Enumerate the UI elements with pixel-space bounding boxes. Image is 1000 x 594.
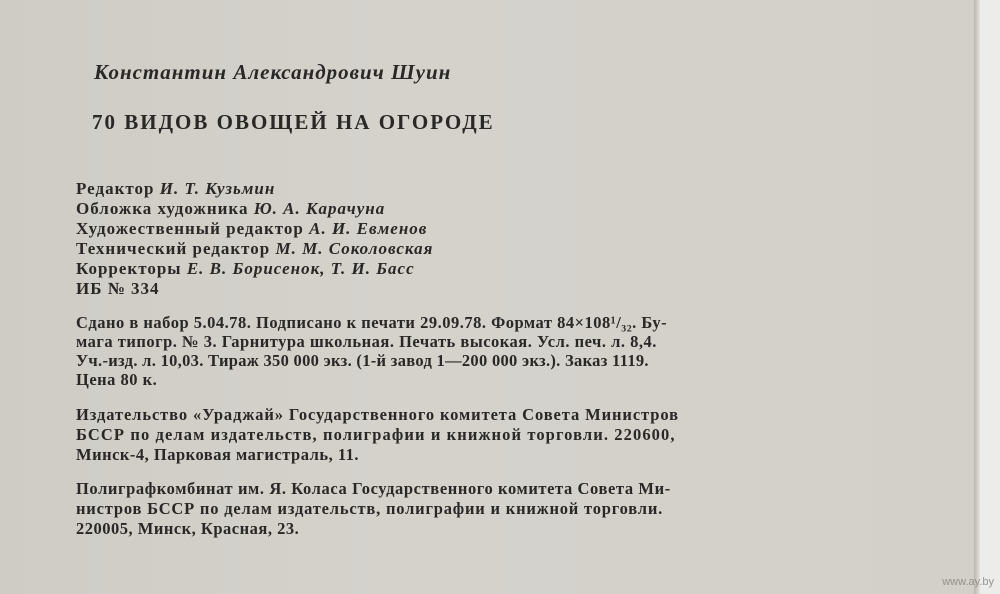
ib-number: ИБ № 334 xyxy=(76,279,160,298)
credit-cover-artist xyxy=(76,200,385,217)
printer-line: нистров БССР по делам издательств, полиграфии и книжной торговли. xyxy=(76,499,664,518)
author-name: Константин Александрович Шуин xyxy=(94,60,452,84)
credit-name: М. М. Соколовская xyxy=(275,239,434,258)
print-info-line: мага типогр. № 3. Гарнитура школьная. Печать высокая. Усл. печ. л. 8,4. xyxy=(76,332,657,351)
publisher-line: Минск-4, Парковая магистраль, 11. xyxy=(76,445,360,464)
credit-proofreaders xyxy=(76,260,415,277)
credit-name: И. Т. Кузьмин xyxy=(159,179,276,198)
print-info-line: Сдано в набор 5.04.78. Подписано к печати 29.09.78. Формат 84×108¹/₃₂. Бу- xyxy=(76,313,668,332)
credit-editor xyxy=(76,180,275,197)
publisher-line: БССР по делам издательств, полиграфии и книжной торговли. 220600, xyxy=(76,425,676,444)
credit-role: Технический редактор xyxy=(76,239,271,258)
printer-line: Полиграфкомбинат им. Я. Коласа Государственного комитета Совета Ми- xyxy=(76,479,671,498)
credit-role: Обложка художника xyxy=(76,199,249,218)
credit-name: Ю. А. Карачуна xyxy=(253,199,386,218)
print-info-line: Уч.-изд. л. 10,03. Тираж 350 000 экз. (1-й завод 1—200 000 экз.). Заказ 1119. xyxy=(76,351,649,370)
book-title: 70 ВИДОВ ОВОЩЕЙ НА ОГОРОДЕ xyxy=(92,110,495,134)
credit-tech-editor xyxy=(76,240,433,257)
backdrop xyxy=(980,0,1000,594)
printer-line: 220005, Минск, Красная, 23. xyxy=(76,519,300,538)
credit-art-editor xyxy=(76,220,427,237)
publisher-line: Издательство «Ураджай» Государственного комитета Совета Министров xyxy=(76,405,679,424)
credit-name: Е. В. Борисенок, Т. И. Басс xyxy=(186,259,415,278)
credit-name: А. И. Евменов xyxy=(309,219,428,238)
credit-role: Корректоры xyxy=(76,259,182,278)
credit-role: Художественный редактор xyxy=(76,219,304,238)
print-info-line: Цена 80 к. xyxy=(76,370,158,389)
watermark: www.ay.by xyxy=(942,576,994,588)
credit-role: Редактор xyxy=(76,179,155,198)
